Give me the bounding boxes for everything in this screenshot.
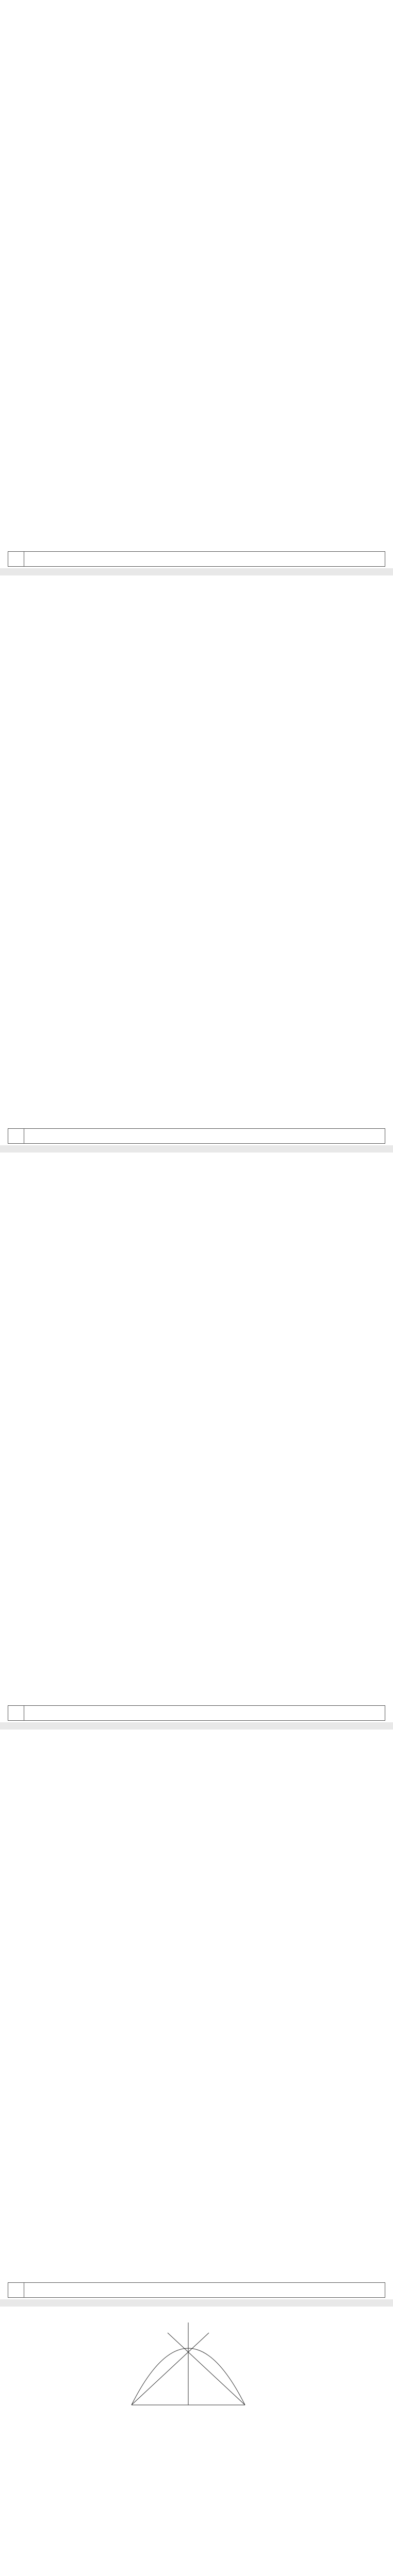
text-line (11, 1481, 385, 1489)
text-line (11, 187, 385, 195)
text-line (11, 1341, 385, 1349)
text-line (11, 2568, 385, 2576)
text-line (11, 1332, 385, 1341)
text-line (11, 1900, 385, 1909)
text-line (11, 2446, 385, 2454)
text-line (11, 676, 385, 685)
solution-text (11, 2419, 385, 2576)
text-line (11, 1742, 385, 1751)
text-line (11, 2524, 385, 2533)
text-line (11, 1856, 385, 1865)
text-line (11, 379, 385, 388)
text-line (11, 711, 385, 720)
text-line (11, 1551, 385, 1560)
text-line (11, 257, 385, 265)
text-line (11, 292, 385, 300)
solution-text (11, 580, 385, 982)
text-line (11, 213, 385, 222)
text-line (11, 2454, 385, 2463)
text-line (11, 597, 385, 606)
text-line (11, 1839, 385, 1848)
text-line (11, 344, 385, 353)
text-line (11, 2428, 385, 2437)
page-number (8, 1706, 24, 1720)
text-line (11, 1376, 385, 1384)
text-line (11, 1848, 385, 1856)
text-line (11, 2066, 385, 2075)
page-separator (0, 568, 393, 575)
text-line (11, 2040, 385, 2049)
text-line (11, 274, 385, 283)
solution-text (11, 11, 385, 414)
text-line (11, 81, 385, 90)
text-line (11, 1192, 385, 1200)
text-line (11, 2075, 385, 2084)
text-line (11, 956, 385, 965)
text-line (11, 2498, 385, 2507)
text-line (11, 309, 385, 318)
text-line (11, 1498, 385, 1507)
page-separator (0, 1145, 393, 1153)
text-line (11, 658, 385, 667)
text-line (11, 327, 385, 335)
text-line (11, 1935, 385, 1944)
text-line (11, 921, 385, 930)
text-line (11, 2119, 385, 2128)
text-line (11, 1411, 385, 1419)
text-line (11, 825, 385, 834)
text-line (11, 1165, 385, 1174)
text-line (11, 300, 385, 309)
text-line (11, 1961, 385, 1970)
text-line (11, 1174, 385, 1183)
text-line (11, 1393, 385, 1402)
text-line (11, 2481, 385, 2489)
page-number (8, 2283, 24, 2297)
text-line (11, 1349, 385, 1358)
text-line (11, 2551, 385, 2560)
page-number (8, 1129, 24, 1143)
text-line (11, 1253, 385, 1262)
text-line (11, 134, 385, 143)
footer-note (24, 556, 35, 562)
text-line (11, 728, 385, 737)
text-line (11, 1786, 385, 1795)
text-line (11, 816, 385, 825)
text-line (11, 886, 385, 895)
text-line (11, 2005, 385, 2014)
text-line (11, 1891, 385, 1900)
text-line (11, 335, 385, 344)
text-line (11, 222, 385, 230)
text-line (11, 588, 385, 597)
text-line (11, 1454, 385, 1463)
text-line (11, 2058, 385, 2066)
text-line (11, 1760, 385, 1769)
text-line (11, 1428, 385, 1437)
text-line (11, 1297, 385, 1306)
footer-note (24, 2287, 35, 2293)
page-footer (8, 1705, 385, 1721)
text-line (11, 20, 385, 29)
text-line (11, 1323, 385, 1332)
text-line (11, 1996, 385, 2005)
text-line (11, 160, 385, 169)
text-line (11, 1542, 385, 1551)
page-number (8, 552, 24, 566)
text-line (11, 632, 385, 641)
page-5 (8, 2308, 385, 2576)
text-line (11, 38, 385, 46)
footer-note (24, 1133, 35, 1139)
text-line (11, 116, 385, 125)
text-line (11, 702, 385, 711)
text-line (11, 2463, 385, 2472)
text-line (11, 2516, 385, 2524)
text-line (11, 641, 385, 650)
text-line (11, 1795, 385, 1804)
text-line (11, 755, 385, 764)
text-line (11, 869, 385, 877)
text-line (11, 1804, 385, 1812)
text-line (11, 1769, 385, 1777)
page-1 (8, 0, 385, 567)
text-line (11, 965, 385, 974)
text-line (11, 1367, 385, 1376)
text-line (11, 1446, 385, 1454)
text-line (11, 1516, 385, 1524)
page-4 (8, 1731, 385, 2298)
text-line (11, 895, 385, 904)
text-line (11, 1279, 385, 1288)
solution-text (11, 1157, 385, 1560)
text-line (11, 1524, 385, 1533)
text-line (11, 772, 385, 781)
footer-note (24, 1710, 35, 1716)
text-line (11, 283, 385, 292)
text-line (11, 195, 385, 204)
geometry-figure (121, 2312, 255, 2415)
text-line (11, 2507, 385, 2516)
text-line (11, 667, 385, 676)
text-line (11, 1777, 385, 1786)
text-line (11, 807, 385, 816)
text-line (11, 781, 385, 790)
text-line (11, 720, 385, 728)
text-line (11, 169, 385, 178)
text-line (11, 2049, 385, 2058)
text-line (11, 1200, 385, 1209)
text-line (11, 930, 385, 939)
text-line (11, 2093, 385, 2102)
text-line (11, 90, 385, 99)
text-line (11, 1909, 385, 1918)
text-line (11, 1463, 385, 1472)
text-line (11, 623, 385, 632)
text-line (11, 2472, 385, 2481)
text-line (11, 2489, 385, 2498)
text-line (11, 370, 385, 379)
text-line (11, 974, 385, 982)
text-line (11, 1507, 385, 1516)
text-line (11, 860, 385, 869)
text-line (11, 2084, 385, 2093)
text-line (11, 1306, 385, 1314)
text-line (11, 388, 385, 397)
text-line (11, 2014, 385, 2023)
text-line (11, 99, 385, 108)
text-line (11, 353, 385, 362)
page-footer (8, 551, 385, 567)
text-line (11, 1812, 385, 1821)
text-line (11, 405, 385, 414)
text-line (11, 1314, 385, 1323)
text-line (11, 939, 385, 947)
text-line (11, 125, 385, 134)
page-footer (8, 1128, 385, 1144)
text-line (11, 2437, 385, 2446)
text-line (11, 746, 385, 755)
page-3 (8, 1154, 385, 1721)
text-line (11, 799, 385, 807)
text-line (11, 1944, 385, 1953)
text-line (11, 1751, 385, 1760)
text-line (11, 73, 385, 81)
text-line (11, 1918, 385, 1926)
text-line (11, 912, 385, 921)
text-line (11, 2110, 385, 2119)
text-line (11, 1288, 385, 1297)
text-line (11, 1402, 385, 1411)
text-line (11, 693, 385, 702)
text-line (11, 55, 385, 64)
text-line (11, 64, 385, 73)
text-line (11, 1926, 385, 1935)
text-line (11, 397, 385, 405)
text-line (11, 1979, 385, 1988)
text-line (11, 1874, 385, 1883)
text-line (11, 2031, 385, 2040)
text-line (11, 1472, 385, 1481)
text-line (11, 1734, 385, 1742)
text-line (11, 143, 385, 151)
text-line (11, 685, 385, 693)
text-line (11, 2128, 385, 2137)
text-line (11, 1157, 385, 1165)
text-line (11, 650, 385, 658)
text-line (11, 1830, 385, 1839)
text-line (11, 1883, 385, 1891)
text-line (11, 1384, 385, 1393)
text-line (11, 1262, 385, 1270)
text-line (11, 151, 385, 160)
text-line (11, 46, 385, 55)
text-line (11, 1183, 385, 1192)
text-line (11, 1244, 385, 1253)
text-line (11, 362, 385, 370)
text-line (11, 2533, 385, 2542)
text-line (11, 1489, 385, 1498)
page-2 (8, 577, 385, 1144)
solution-text (11, 1734, 385, 2137)
text-line (11, 1270, 385, 1279)
text-line (11, 1953, 385, 1961)
text-line (11, 2419, 385, 2428)
text-line (11, 904, 385, 912)
text-line (11, 1865, 385, 1874)
text-line (11, 1218, 385, 1227)
text-line (11, 851, 385, 860)
text-line (11, 2560, 385, 2568)
text-line (11, 1209, 385, 1218)
text-line (11, 204, 385, 213)
text-line (11, 230, 385, 239)
text-line (11, 1821, 385, 1830)
text-line (11, 737, 385, 746)
page-separator (0, 1722, 393, 1730)
text-line (11, 2542, 385, 2551)
text-line (11, 1533, 385, 1542)
page-separator (0, 2299, 393, 2307)
text-line (11, 790, 385, 799)
text-line (11, 947, 385, 956)
text-line (11, 1358, 385, 1367)
text-line (11, 606, 385, 615)
text-line (11, 248, 385, 257)
text-line (11, 580, 385, 588)
page-footer (8, 2282, 385, 2298)
text-line (11, 1970, 385, 1979)
text-line (11, 178, 385, 187)
text-line (11, 1437, 385, 1446)
text-line (11, 239, 385, 248)
text-line (11, 842, 385, 851)
text-line (11, 108, 385, 116)
text-line (11, 1227, 385, 1235)
text-line (11, 1235, 385, 1244)
text-line (11, 615, 385, 623)
text-line (11, 265, 385, 274)
text-line (11, 2023, 385, 2031)
text-line (11, 1988, 385, 1996)
text-line (11, 2102, 385, 2110)
text-line (11, 1419, 385, 1428)
text-line (11, 877, 385, 886)
text-line (11, 764, 385, 772)
text-line (11, 318, 385, 327)
text-line (11, 834, 385, 842)
text-line (11, 11, 385, 20)
text-line (11, 29, 385, 38)
